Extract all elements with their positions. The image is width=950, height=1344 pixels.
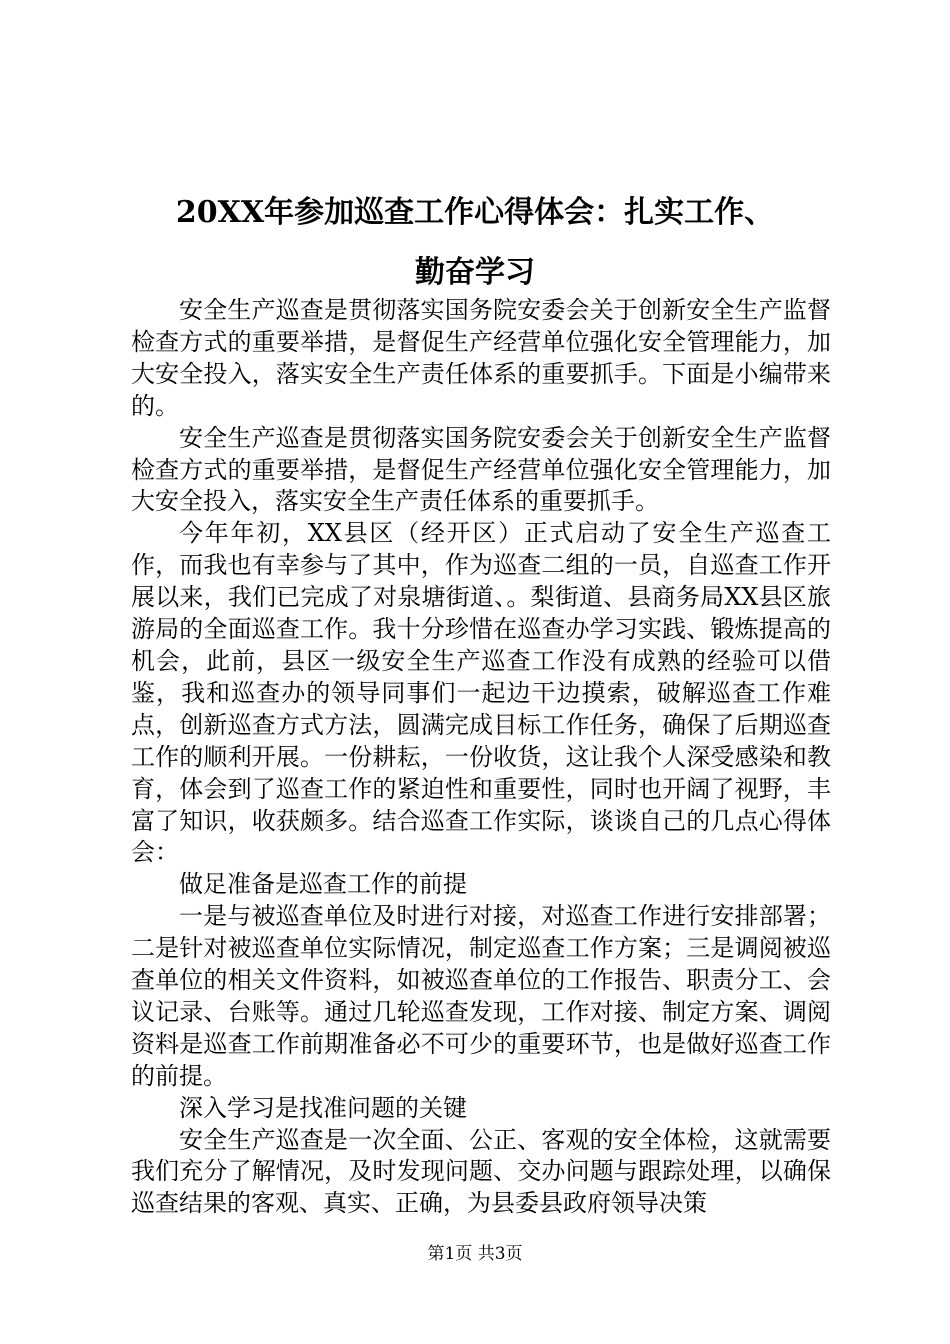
- section-heading: 深入学习是找准问题的关键: [179, 1093, 467, 1122]
- title-line-1: 20XX年参加巡查工作心得体会：扎实工作、: [175, 195, 775, 230]
- paragraph: 安全生产巡查是贯彻落实国务院安委会关于创新安全生产监督检查方式的重要举措，是督促生产经营单位强化安全管理能力，加大安全投入，落实安全生产责任体系的重要抓手。下面是小编带来的。: [131, 296, 831, 420]
- paragraph: 安全生产巡查是贯彻落实国务院安委会关于创新安全生产监督检查方式的重要举措，是督促生产经营单位强化安全管理能力，加大安全投入，落实安全生产责任体系的重要抓手。: [131, 423, 831, 516]
- title-line-2: 勤奋学习: [415, 255, 535, 290]
- page-footer: 第1页 共3页: [427, 1244, 523, 1264]
- section-heading: 做足准备是巡查工作的前提: [179, 870, 467, 899]
- document-body: [131, 295, 831, 1220]
- paragraph: 安全生产巡查是一次全面、公正、客观的安全体检，这就需要我们充分了解情况，及时发现问题、交办问题与跟踪处理，以确保巡查结果的客观、真实、正确，为县委县政府领导决策: [131, 1125, 831, 1218]
- paragraph: 一是与被巡查单位及时进行对接，对巡查工作进行安排部署；二是针对被巡查单位实际情况，制定巡查工作方案；三是调阅被巡查单位的相关文件资料，如被巡查单位的工作报告、职责分工、会议记录、台账等。通过几轮巡查发现，工作对接、制定方案、调阅资料是巡查工作前期准备必不可少的重要环节，也是做好巡查工作的前提。: [131, 902, 831, 1090]
- paragraph: 今年年初，XX县区（经开区）正式启动了安全生产巡查工作，而我也有幸参与了其中，作为巡查二组的一员，自巡查工作开展以来，我们已完成了对泉塘街道、。梨街道、县商务局XX县区旅游局的全面巡查工作。我十分珍惜在巡查办学习实践、锻炼提高的机会，此前，县区一级安全生产巡查工作没有成熟的经验可以借鉴，我和巡查办的领导同事们一起边干边摸索，破解巡查工作难点，创新巡查方式方法，圆满完成目标工作任务，确保了后期巡查工作的顺利开展。一份耕耘，一份收货，这让我个人深受感染和教育，体会到了巡查工作的紧迫性和重要性，同时也开阔了视野，丰富了知识，收获颇多。结合巡查工作实际，谈谈自己的几点心得体会：: [131, 519, 831, 867]
- document-title: [120, 183, 830, 303]
